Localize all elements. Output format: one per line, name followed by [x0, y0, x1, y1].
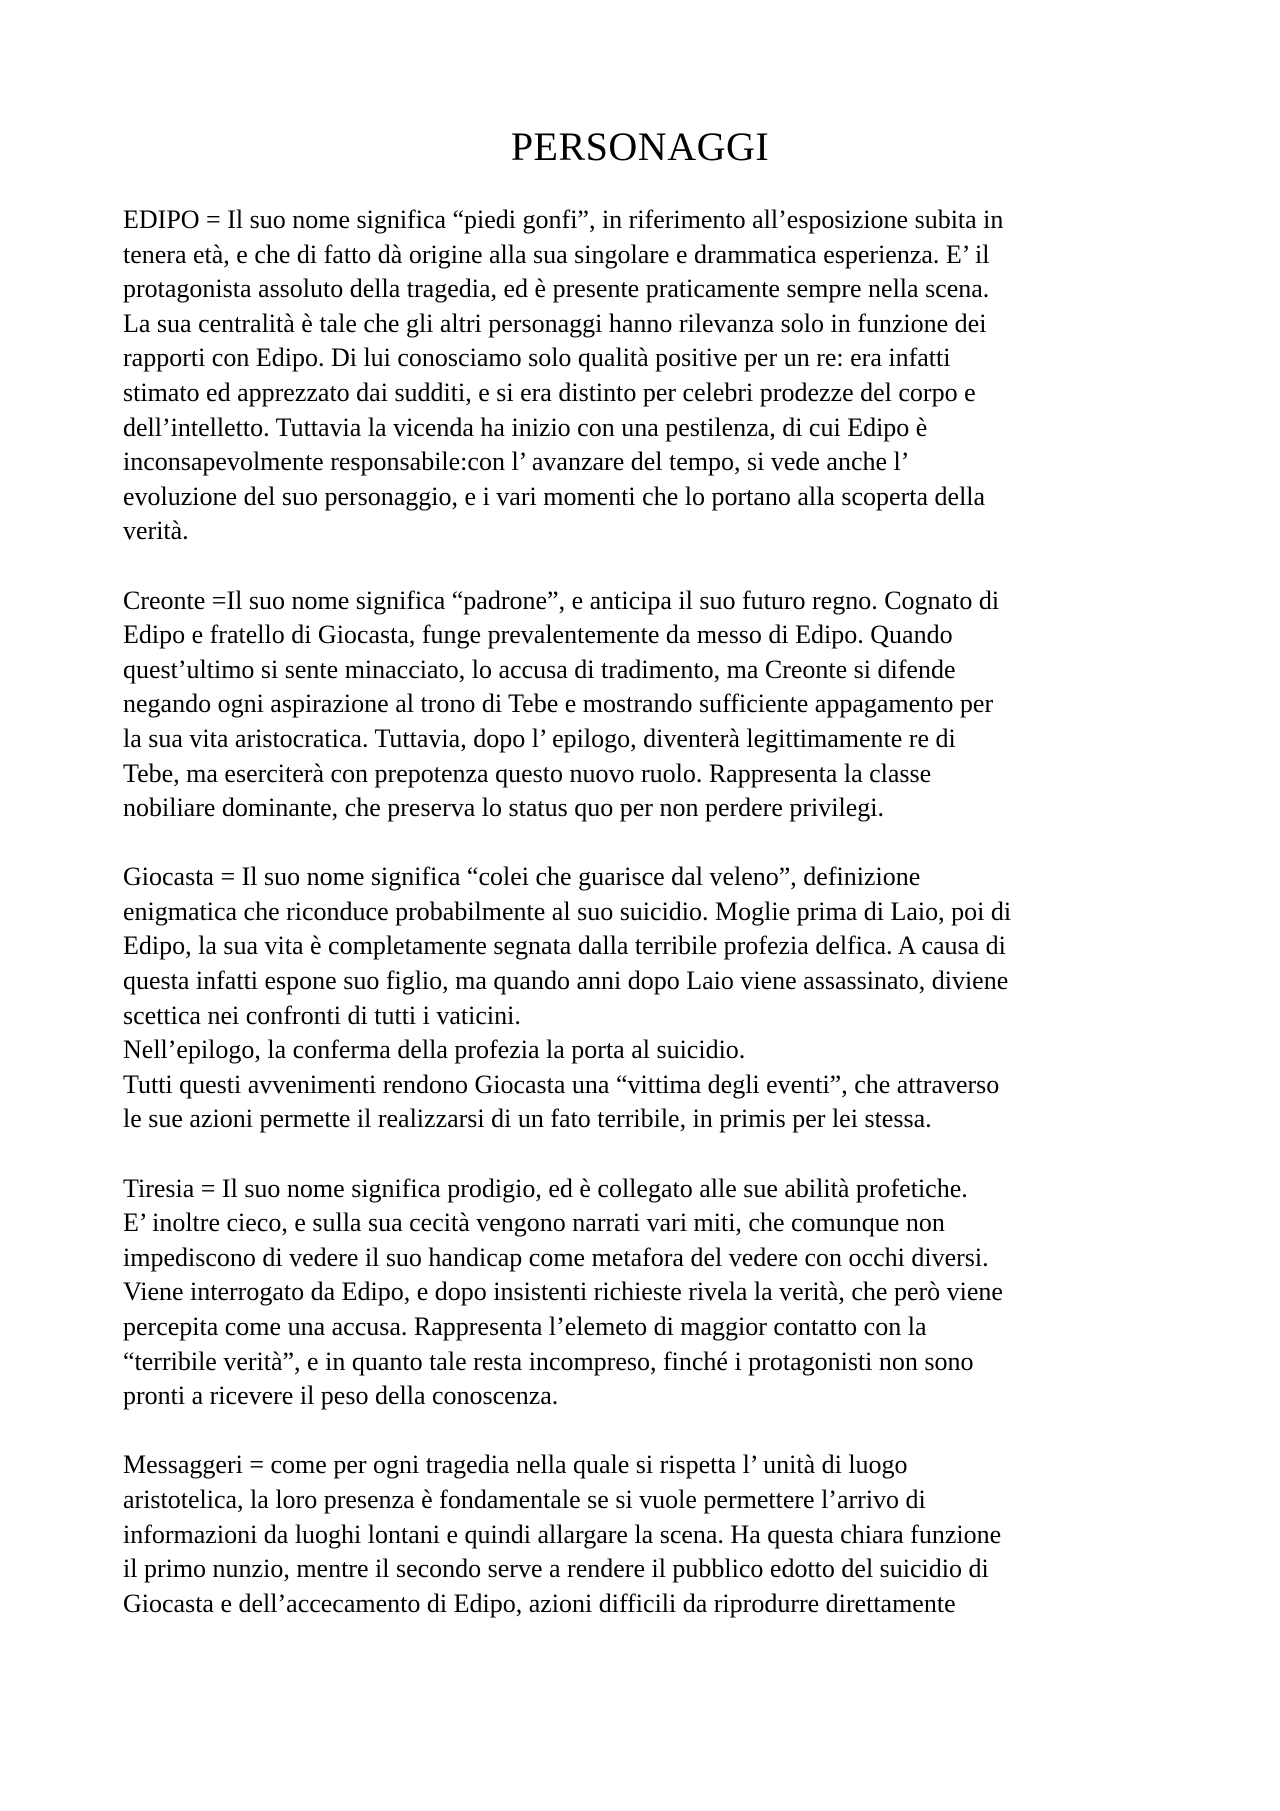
text-line: percepita come una accusa. Rappresenta l’elemeto di maggior contatto con la [123, 1312, 927, 1341]
text-line: E’ inoltre cieco, e sulla sua cecità vengono narrati vari miti, che comunque non [123, 1208, 945, 1238]
text-line: inconsapevolmente responsabile:con l’ avanzare del tempo, si vede anche l’ [123, 447, 910, 477]
text-line: enigmatica che riconduce probabilmente al suo suicidio. Moglie prima di Laio, poi di [123, 896, 1012, 926]
text-line: tenera età, e che di fatto dà origine alla sua singolare e drammatica esperienza. E’ il [123, 239, 990, 269]
text-line: impediscono di vedere il suo handicap come metafora del vedere con occhi diversi. [123, 1242, 989, 1272]
paragraph-gap [123, 1414, 1183, 1449]
text-line: stimato ed apprezzato dai sudditi, e si era distinto per celebri prodezze del corpo e [123, 377, 976, 407]
text-line: nobiliare dominante, che preserva lo status quo per non perdere privilegi. [123, 793, 884, 823]
text-line: “terribile verità”, e in quanto tale resta incompreso, finché i protagonisti non sono [123, 1346, 974, 1376]
text-line: quest’ultimo si sente minacciato, lo accusa di tradimento, ma Creonte si difende [123, 654, 956, 684]
text-line: Nell’epilogo, la conferma della profezia la porta al suicidio. [123, 1035, 746, 1065]
text-line: verità. [123, 516, 189, 546]
text-line: scettica nei confronti di tutti i vaticini. [123, 1000, 521, 1030]
text-line: aristotelica, la loro presenza è fondamentale se si vuole permettere l’arrivo di [123, 1484, 926, 1514]
text-line: negando ogni aspirazione al trono di Tebe e mostrando sufficiente appagamento per [123, 689, 994, 719]
text-line: Creonte =Il suo nome significa “padrone”, e anticipa il suo futuro regno. Cognato di [123, 585, 1000, 615]
text-line: le sue azioni permette il realizzarsi di un fato terribile, in primis per lei stessa. [123, 1104, 932, 1134]
paragraph-gap [123, 1137, 1183, 1172]
text-line: Giocasta = Il suo nome significa “colei che guarisce dal veleno”, definizione [123, 862, 921, 892]
text-line: dell’intelletto. Tuttavia la vicenda ha inizio con una pestilenza, di cui Edipo è [123, 412, 928, 442]
text-line: Tiresia = Il suo nome significa prodigio, ed è collegato alle sue abilità profetiche. [123, 1173, 968, 1203]
text-line: la sua vita aristocratica. Tuttavia, dopo l’ epilogo, diventerà legittimamente re di [123, 723, 956, 753]
text-line: EDIPO = Il suo nome significa “piedi gonfi”, in riferimento all’esposizione subita in [123, 205, 1004, 234]
text-line: pronti a ricevere il peso della conoscenza. [123, 1381, 559, 1411]
paragraph-gap [123, 549, 1183, 584]
text-line: Viene interrogato da Edipo, e dopo insistenti richieste rivela la verità, che però viene [123, 1277, 1003, 1307]
paragraph-giocasta [123, 860, 1183, 1137]
paragraph-creonte [123, 584, 1183, 826]
paragraph-gap [123, 826, 1183, 861]
text-line: protagonista assoluto della tragedia, ed è presente praticamente sempre nella scena. [123, 274, 990, 304]
text-line: Edipo, la sua vita è completamente segnata dalla terribile profezia delfica. A causa di [123, 931, 1006, 961]
text-line: evoluzione del suo personaggio, e i vari momenti che lo portano alla scoperta della [123, 481, 986, 511]
text-line: Messaggeri = come per ogni tragedia nella quale si rispetta l’ unità di luogo [123, 1450, 908, 1480]
paragraph-messaggeri [123, 1448, 1183, 1621]
text-line: informazioni da luoghi lontani e quindi allargare la scena. Ha questa chiara funzione [123, 1519, 1002, 1549]
text-line: rapporti con Edipo. Di lui conosciamo solo qualità positive per un re: era infatti [123, 343, 951, 373]
text-line: il primo nunzio, mentre il secondo serve a rendere il pubblico edotto del suicidio di [123, 1554, 989, 1584]
text-line: questa infatti espone suo figlio, ma quando anni dopo Laio viene assassinato, diviene [123, 966, 1009, 996]
paragraph-edipo [123, 203, 1183, 549]
text-line: Edipo e fratello di Giocasta, funge prevalentemente da messo di Edipo. Quando [123, 620, 953, 650]
text-line: La sua centralità è tale che gli altri personaggi hanno rilevanza solo in funzione dei [123, 308, 987, 338]
document-body [123, 203, 1183, 1621]
text-line: Tebe, ma eserciterà con prepotenza questo nuovo ruolo. Rappresenta la classe [123, 758, 932, 788]
text-line: Giocasta e dell’accecamento di Edipo, azioni difficili da riprodurre direttamente [123, 1588, 956, 1618]
page-title: PERSONAGGI [510, 124, 770, 169]
text-line: Tutti questi avvenimenti rendono Giocasta una “vittima degli eventi”, che attraverso [123, 1069, 1000, 1099]
paragraph-tiresia [123, 1172, 1183, 1414]
